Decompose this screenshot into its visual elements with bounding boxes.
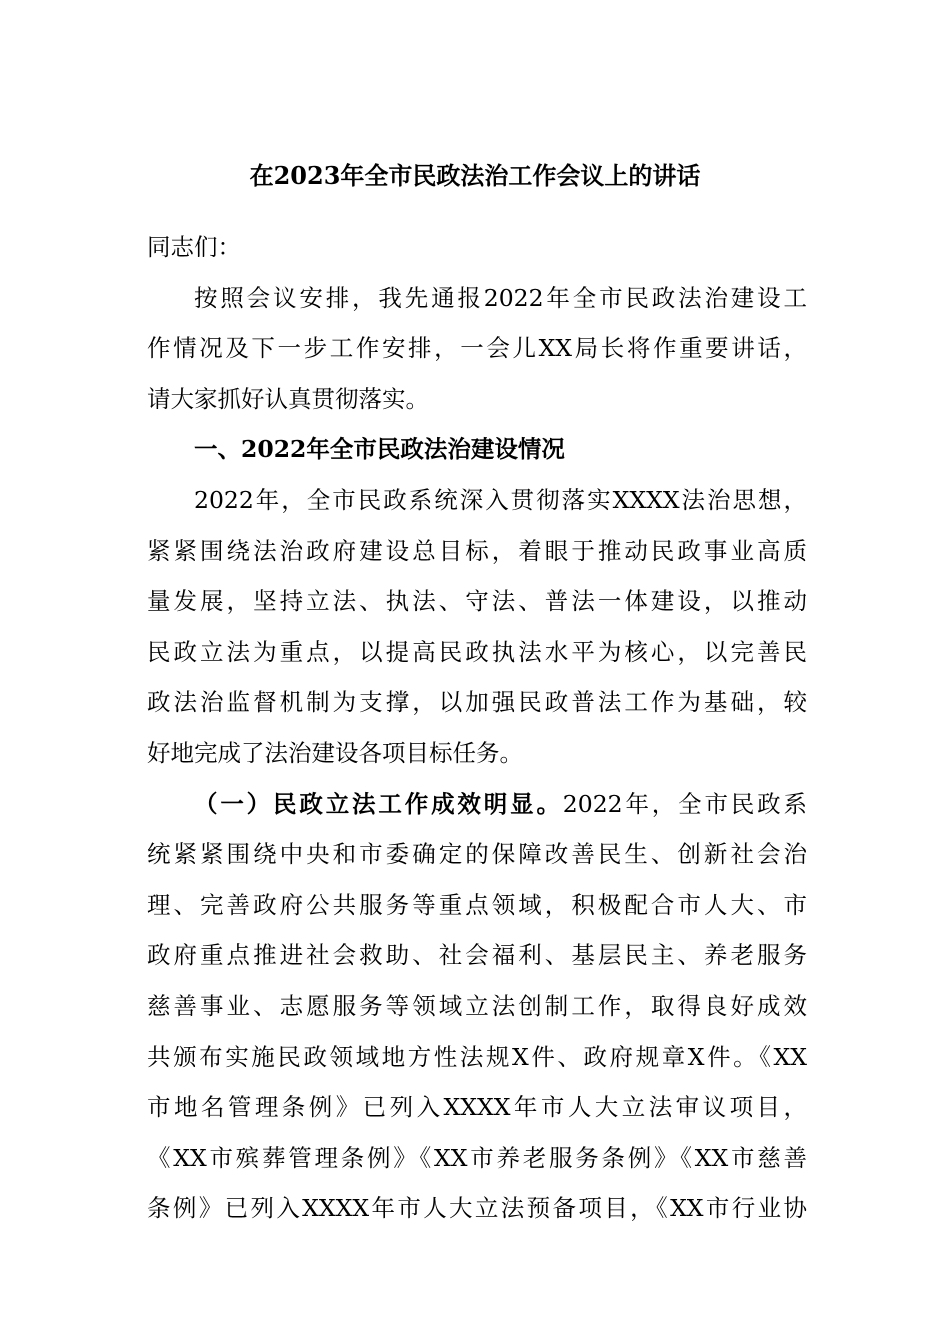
section-heading-text: 一、2022年全市民政法治建设情况 [194,435,565,464]
paragraph-line: 请大家抓好认真贯彻落实。 [147,384,429,413]
paragraph-line: 市地名管理条例》已列入XXXX年市人大立法审议项目， [147,1093,807,1122]
subsection-lead-rest: 2022年，全市民政系 [562,789,807,818]
paragraph-line: 按照会议安排，我先通报2022年全市民政法治建设工 [194,283,807,312]
paragraph-line: 2022年，全市民政系统深入贯彻落实XXXX法治思想， [194,485,807,514]
paragraph-line: 量发展，坚持立法、执法、守法、普法一体建设，以推动 [147,587,807,616]
paragraph-line: 好地完成了法治建设各项目标任务。 [147,738,523,767]
subsection-lead: （一）民政立法工作成效明显。 [194,789,563,818]
paragraph-line: 理、完善政府公共服务等重点领域，积极配合市人大、市 [147,890,807,919]
section-paragraph [147,475,807,779]
document-body [147,222,807,1234]
section-heading [147,424,807,475]
intro-paragraph [147,273,807,425]
paragraph-line: 《XX市殡葬管理条例》《XX市养老服务条例》《XX市慈善 [147,1143,807,1172]
subsection-paragraph [147,779,807,1234]
paragraph-line: 作情况及下一步工作安排，一会儿XX局长将作重要讲话， [147,334,807,363]
paragraph-line: 紧紧围绕法治政府建设总目标，着眼于推动民政事业高质 [147,536,807,565]
paragraph-line: 统紧紧围绕中央和市委确定的保障改善民生、创新社会治 [147,840,807,869]
salutation [147,222,807,273]
paragraph-line: 共颁布实施民政领域地方性法规X件、政府规章X件。《XX [147,1042,807,1071]
paragraph-line: 民政立法为重点，以提高民政执法水平为核心，以完善民 [147,637,807,666]
paragraph-line: 条例》已列入XXXX年市人大立法预备项目，《XX市行业协 [147,1194,807,1223]
document-title: 在2023年全市民政法治工作会议上的讲话 [249,161,701,190]
paragraph-line [147,779,807,830]
paragraph-line: 政府重点推进社会救助、社会福利、基层民主、养老服务 [147,941,807,970]
salutation-text: 同志们： [147,233,241,261]
paragraph-line: 慈善事业、志愿服务等领域立法创制工作，取得良好成效 [147,991,807,1020]
paragraph-line: 政法治监督机制为支撑，以加强民政普法工作为基础，较 [147,688,807,717]
